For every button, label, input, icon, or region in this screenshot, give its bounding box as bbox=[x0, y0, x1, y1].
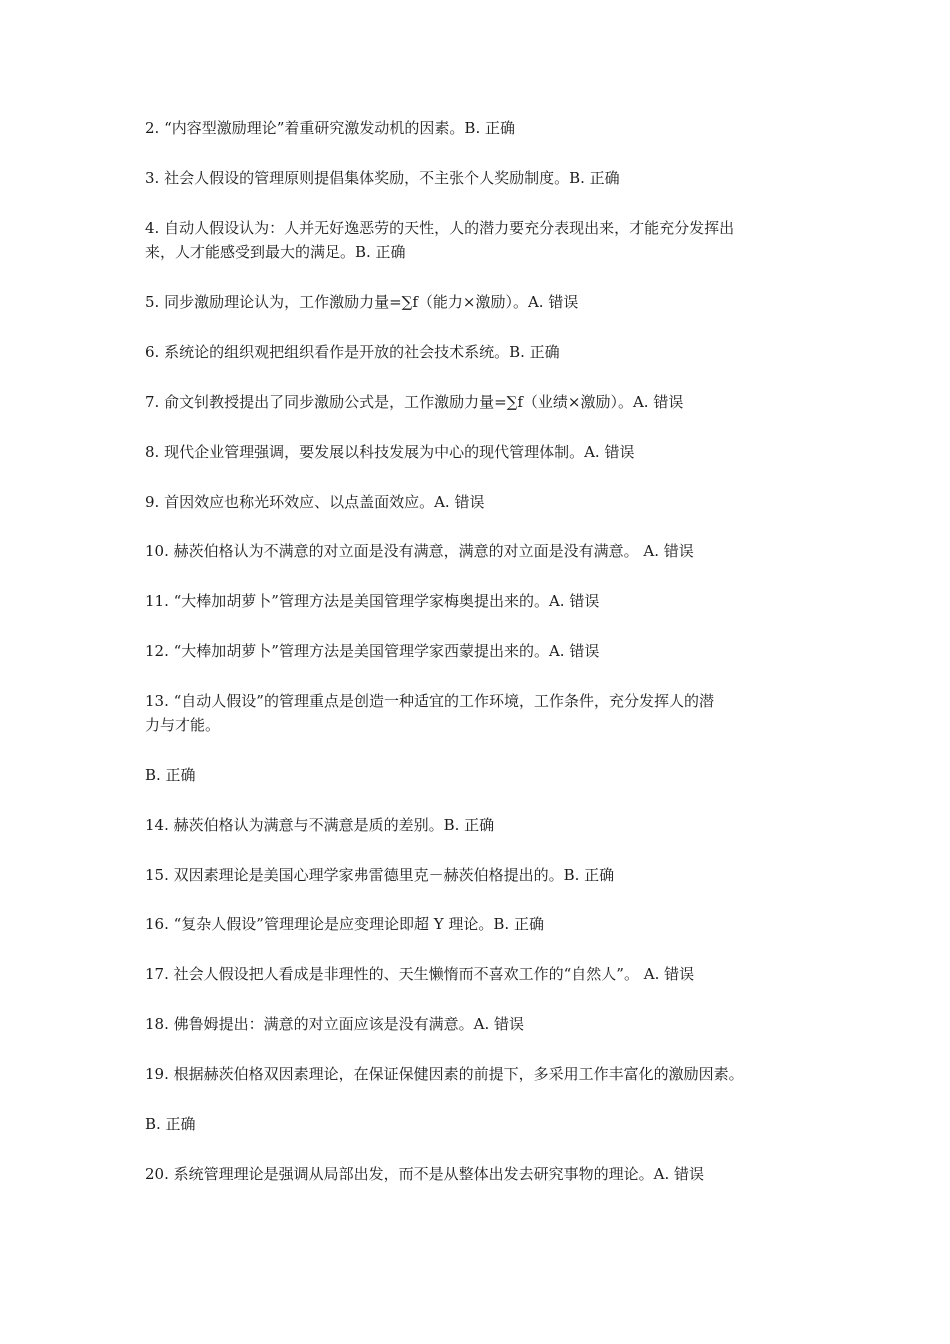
question-19-answer: B. 正确 bbox=[145, 1115, 196, 1133]
question-19: 19. 根据赫茨伯格双因素理论，在保证保健因素的前提下，多采用工作丰富化的激励因素。 bbox=[145, 1065, 744, 1083]
question-10: 10. 赫茨伯格认为不满意的对立面是没有满意，满意的对立面是没有满意。 A. 错误 bbox=[145, 542, 694, 560]
question-16: 16. “复杂人假设”管理理论是应变理论即超 Y 理论。B. 正确 bbox=[145, 915, 544, 933]
question-17: 17. 社会人假设把人看成是非理性的、天生懒惰而不喜欢工作的“自然人”。 A. 错误 bbox=[145, 965, 695, 983]
question-13-answer: B. 正确 bbox=[145, 766, 196, 784]
question-11: 11. “大棒加胡萝卜”管理方法是美国管理学家梅奥提出来的。A. 错误 bbox=[145, 592, 600, 610]
question-18: 18. 佛鲁姆提出：满意的对立面应该是没有满意。A. 错误 bbox=[145, 1015, 524, 1033]
question-4-line-2: 来，人才能感受到最大的满足。B. 正确 bbox=[145, 243, 406, 261]
question-15: 15. 双因素理论是美国心理学家弗雷德里克－赫茨伯格提出的。B. 正确 bbox=[145, 866, 615, 884]
question-3: 3. 社会人假设的管理原则提倡集体奖励，不主张个人奖励制度。B. 正确 bbox=[145, 169, 620, 187]
question-13-line-2: 力与才能。 bbox=[145, 716, 221, 734]
question-5: 5. 同步激励理论认为，工作激励力量=∑f（能力×激励）。A. 错误 bbox=[145, 293, 579, 311]
question-13-line-1: 13. “自动人假设”的管理重点是创造一种适宜的工作环境，工作条件，充分发挥人的潜 bbox=[145, 692, 714, 710]
question-7: 7. 俞文钊教授提出了同步激励公式是，工作激励力量=∑f（业绩×激励）。A. 错误 bbox=[145, 393, 684, 411]
question-12: 12. “大棒加胡萝卜”管理方法是美国管理学家西蒙提出来的。A. 错误 bbox=[145, 642, 600, 660]
question-4-line-1: 4. 自动人假设认为：人并无好逸恶劳的天性，人的潜力要充分表现出来，才能充分发挥出 bbox=[145, 219, 735, 237]
question-6: 6. 系统论的组织观把组织看作是开放的社会技术系统。B. 正确 bbox=[145, 343, 560, 361]
question-14: 14. 赫茨伯格认为满意与不满意是质的差别。B. 正确 bbox=[145, 816, 495, 834]
question-9: 9. 首因效应也称光环效应、以点盖面效应。A. 错误 bbox=[145, 493, 485, 511]
question-20: 20. 系统管理理论是强调从局部出发，而不是从整体出发去研究事物的理论。A. 错误 bbox=[145, 1165, 704, 1183]
question-2: 2. “内容型激励理论”着重研究激发动机的因素。B. 正确 bbox=[145, 119, 515, 137]
question-8: 8. 现代企业管理强调，要发展以科技发展为中心的现代管理体制。A. 错误 bbox=[145, 443, 635, 461]
